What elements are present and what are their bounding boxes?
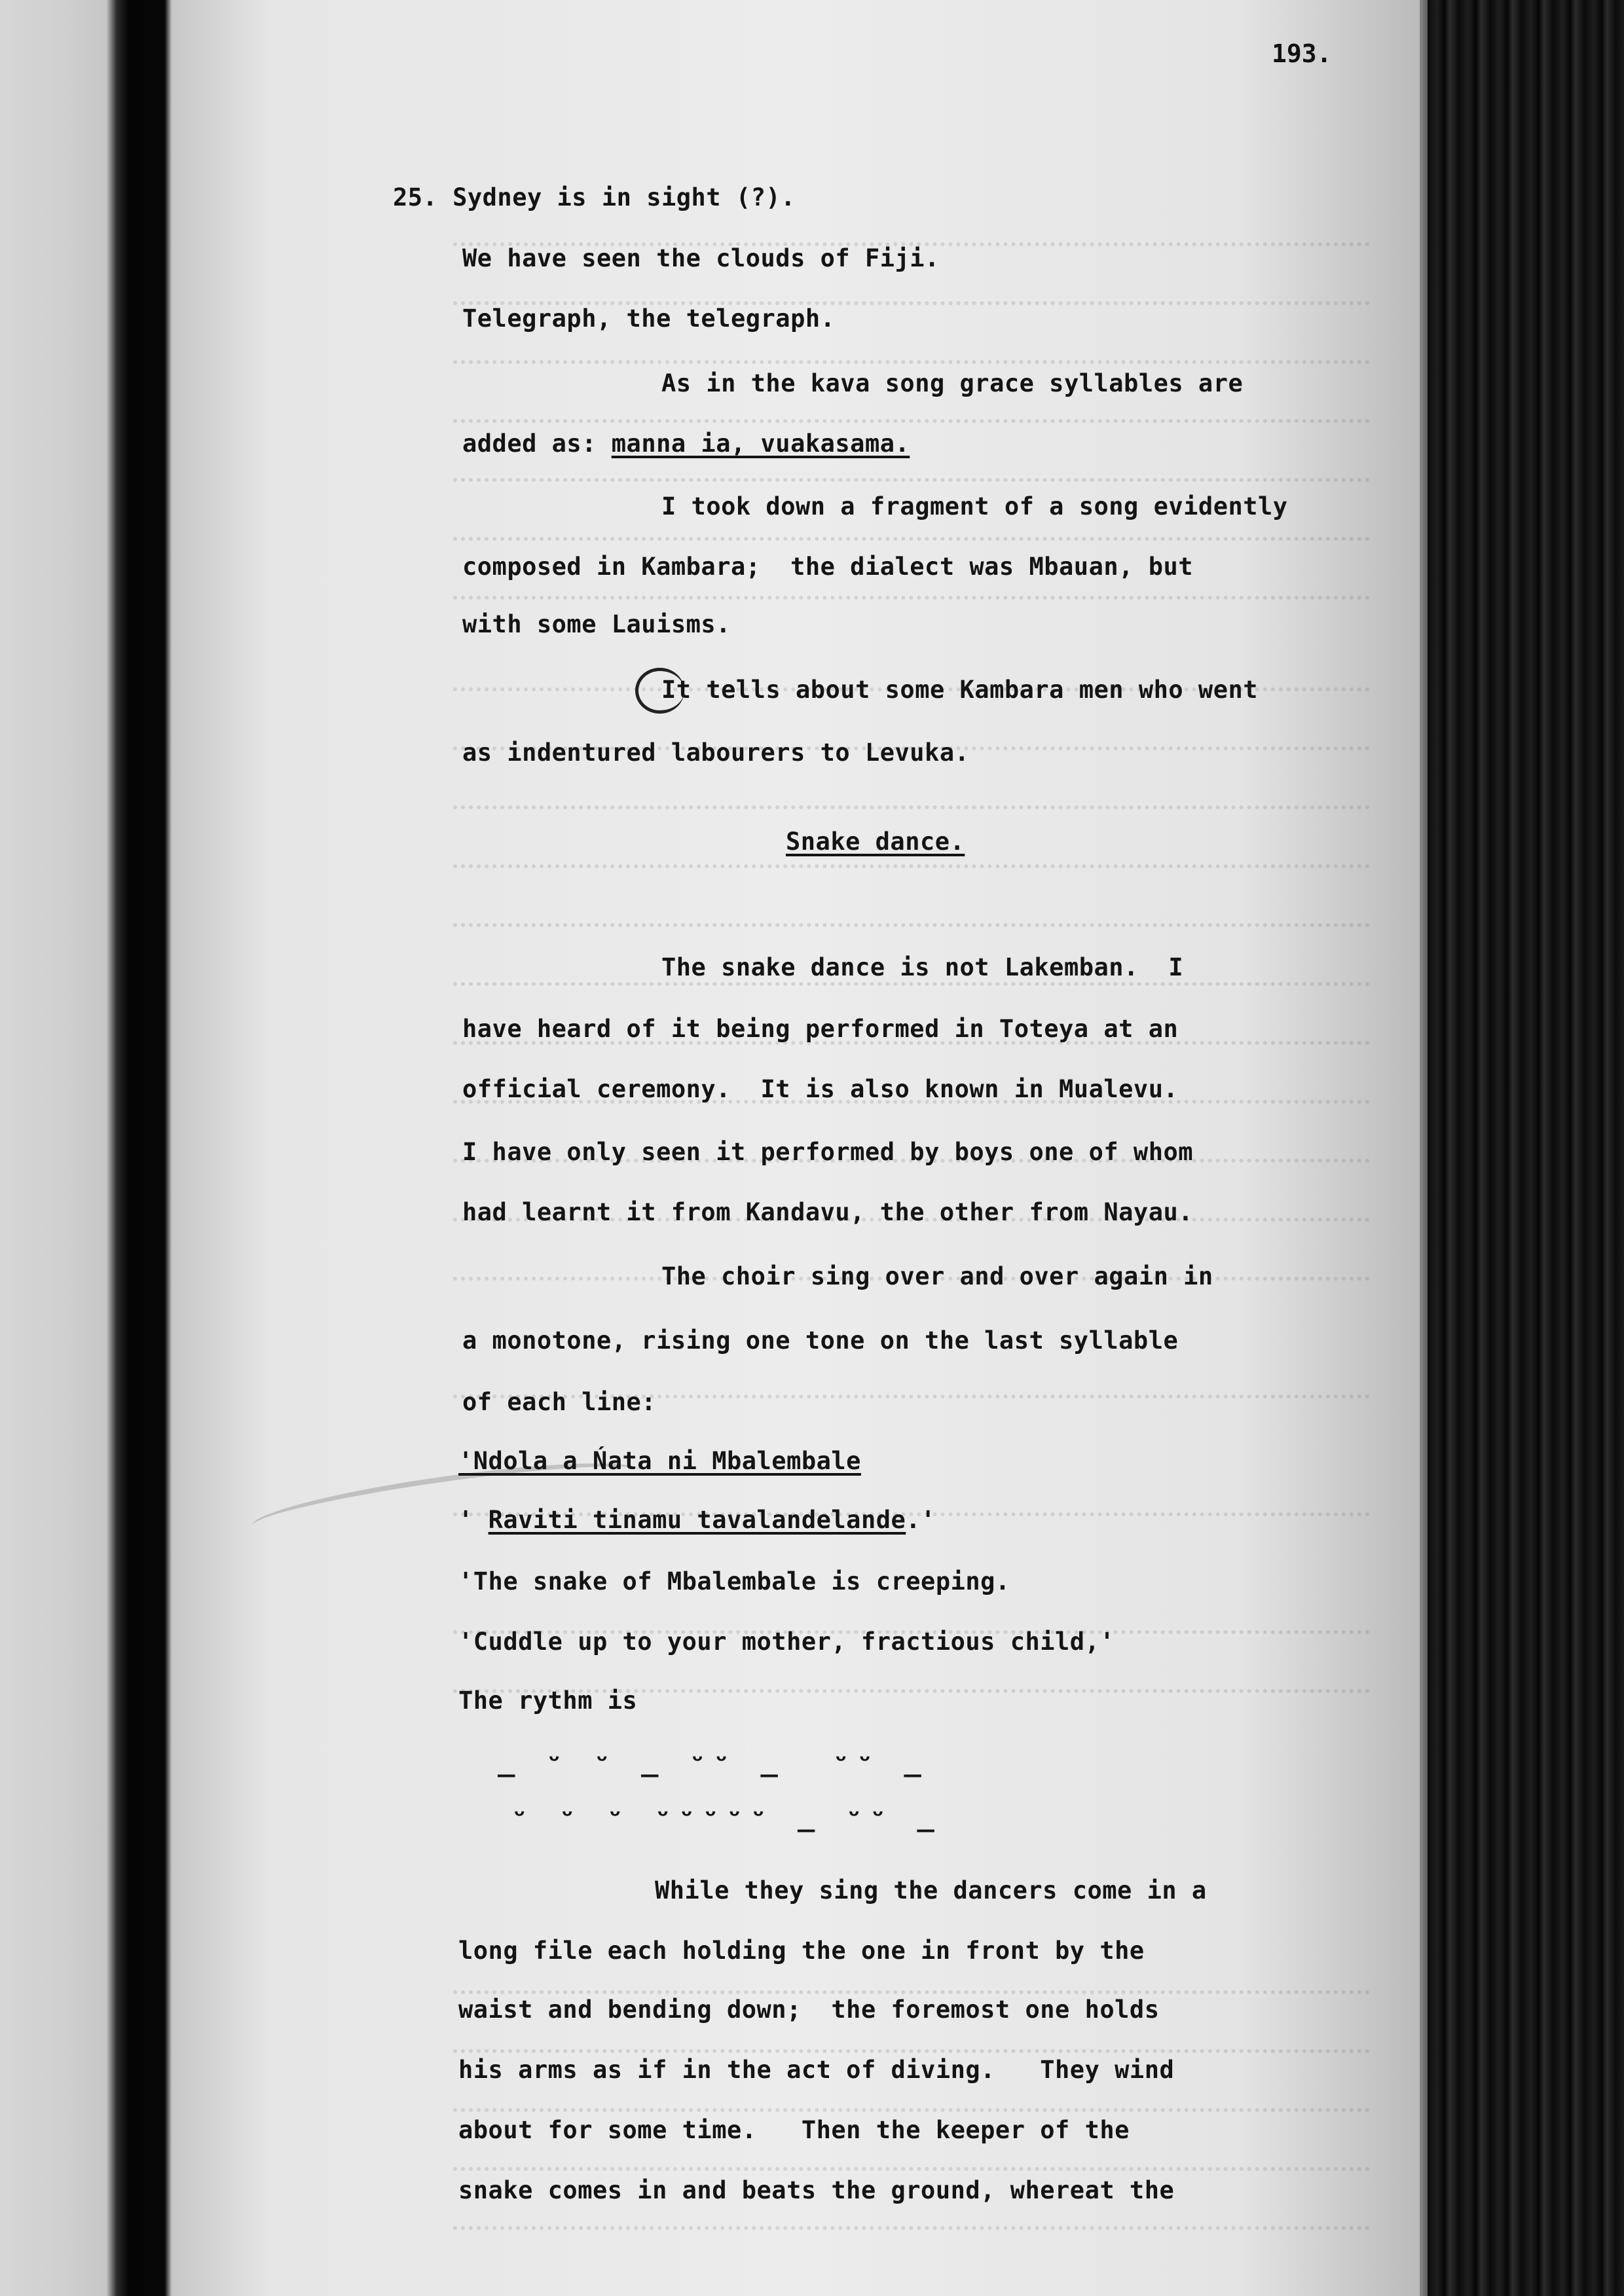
text-line: about for some time. Then the keeper of the <box>458 2116 1130 2144</box>
text-line: The snake dance is not Lakemban. I <box>661 953 1184 981</box>
rhythm-scansion: _ ᵕ ᵕ _ ᵕᵕ _ ᵕᵕ _ <box>498 1744 928 1777</box>
text-line: of each line: <box>462 1388 657 1416</box>
text-line: with some Lauisms. <box>462 610 731 638</box>
text-line: I took down a fragment of a song evidently <box>661 492 1288 520</box>
text-line: as indentured labourers to Levuka. <box>462 738 970 767</box>
section-heading: Snake dance. <box>786 828 965 856</box>
text-line: While they sing the dancers come in a <box>655 1876 1207 1904</box>
text-line: The choir sing over and over again in <box>661 1262 1213 1290</box>
text-line: As in the kava song grace syllables are <box>661 369 1244 397</box>
text-line: composed in Kambara; the dialect was Mbauan, but <box>462 553 1194 581</box>
text-line: We have seen the clouds of Fiji. <box>462 244 940 272</box>
text-run: .' <box>906 1506 936 1534</box>
text-line: his arms as if in the act of diving. They wind <box>458 2056 1175 2084</box>
song-line-english: 'The snake of Mbalembale is creeping. <box>458 1567 1010 1595</box>
text-line: had learnt it from Kandavu, the other from Nayau. <box>462 1198 1194 1226</box>
text-line: waist and bending down; the foremost one holds <box>458 1995 1160 2024</box>
text-line <box>462 429 910 458</box>
rhythm-scansion: ᵕ ᵕ ᵕ ᵕᵕᵕᵕᵕ _ ᵕᵕ _ <box>511 1799 941 1832</box>
text-line: Telegraph, the telegraph. <box>462 304 836 333</box>
text-line: long file each holding the one in front by the <box>458 1937 1145 1965</box>
text-run: ' <box>458 1506 489 1534</box>
song-line-fijian <box>458 1506 936 1534</box>
film-left-margin <box>0 0 172 2296</box>
text-run: added as: <box>462 429 612 458</box>
text-line: The rythm is <box>458 1686 638 1715</box>
text-line: have heard of it being performed in Toteya at an <box>462 1015 1179 1043</box>
underlined-phrase: manna ia, vuakasama. <box>611 429 910 458</box>
text-line: It tells about some Kambara men who went <box>661 676 1259 704</box>
page-number: 193. <box>1272 39 1332 68</box>
text-line: 25. Sydney is in sight (?). <box>393 183 796 211</box>
text-line: I have only seen it performed by boys one of whom <box>462 1138 1194 1166</box>
text-line: official ceremony. It is also known in Mualevu. <box>462 1075 1179 1103</box>
text-line: a monotone, rising one tone on the last syllable <box>462 1326 1179 1355</box>
book-binding <box>1428 0 1624 2296</box>
song-line-fijian: 'Ndola a Ńata ni Mbalembale <box>458 1447 861 1475</box>
song-line-english: 'Cuddle up to your mother, fractious child,' <box>458 1628 1115 1656</box>
text-line: snake comes in and beats the ground, whereat the <box>458 2176 1175 2204</box>
underlined-phrase: Raviti tinamu tavalandelande <box>488 1506 906 1534</box>
